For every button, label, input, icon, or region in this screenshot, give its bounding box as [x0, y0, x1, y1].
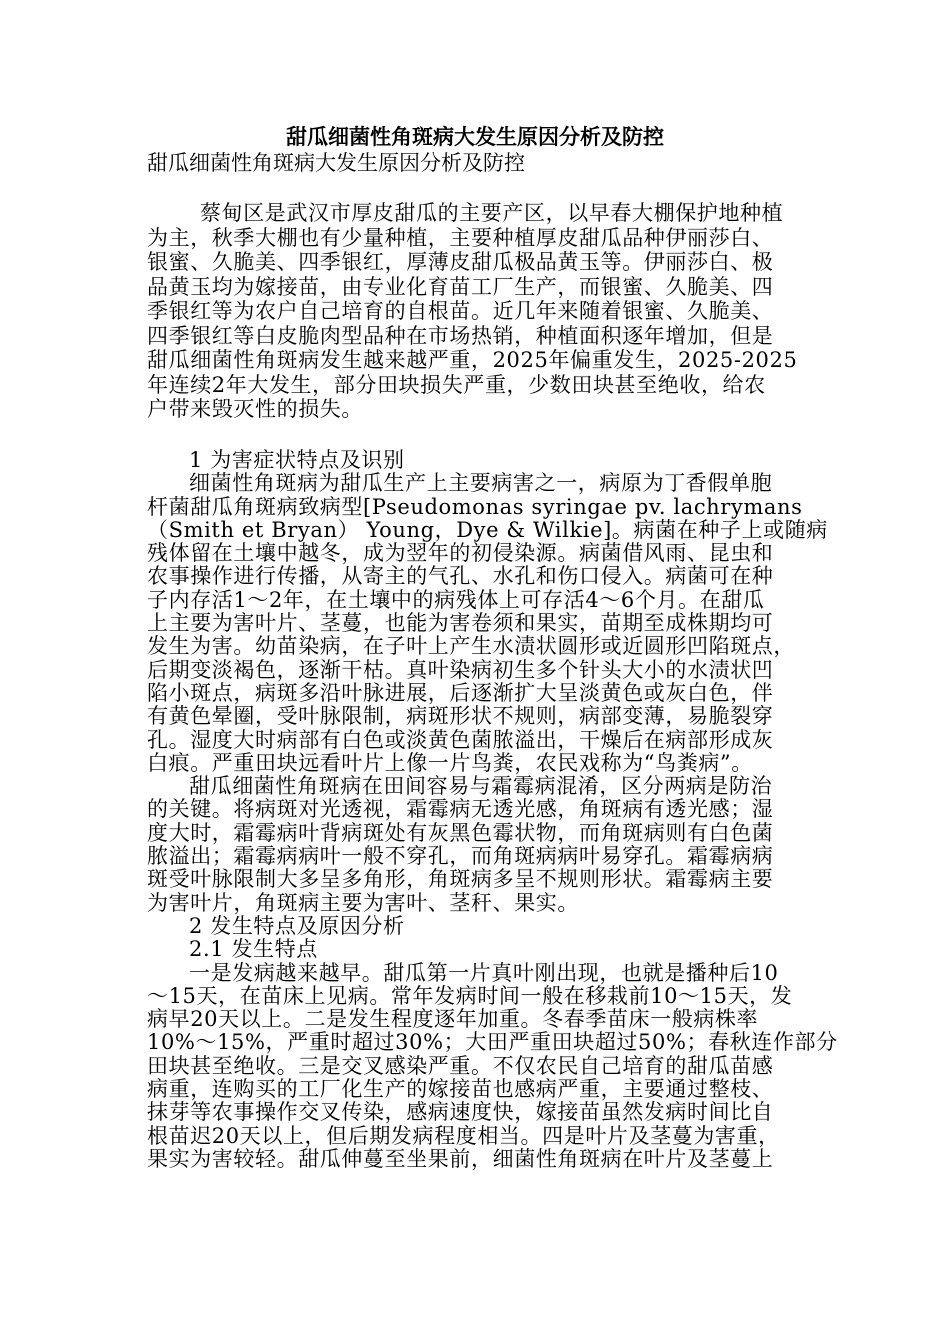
text-line: 田块甚至绝收。三是交叉感染严重。不仅农民自己培育的甜瓜苗感	[147, 1053, 774, 1078]
text-line: 孔。湿度大时病部有白色或淡黄色菌脓溢出，干燥后在病部形成灰	[147, 727, 774, 752]
text-line: 农事操作进行传播，从寄主的气孔、水孔和伤口侵入。病菌可在种	[147, 564, 774, 589]
text-line: 上主要为害叶片、茎蔓，也能为害卷须和果实，苗期至成株期均可	[147, 611, 774, 636]
document-subtitle: 甜瓜细菌性角斑病大发生原因分析及防控	[147, 151, 525, 175]
section-heading: 2 发生特点及原因分析	[189, 913, 405, 938]
text-line: 为害叶片，角斑病主要为害叶、茎秆、果实。	[147, 890, 579, 915]
text-line: 度大时，霜霉病叶背病斑处有灰黑色霉状物，而角斑病则有白色菌	[147, 820, 774, 845]
text-line: 子内存活1～2年，在土壤中的病残体上可存活4～6个月。在甜瓜	[147, 587, 765, 612]
text-line: 脓溢出；霜霉病病叶一般不穿孔，而角斑病病叶易穿孔。霜霉病病	[147, 844, 774, 869]
text-line: 果实为害较轻。甜瓜伸蔓至坐果前，细菌性角斑病在叶片及茎蔓上	[147, 1146, 774, 1171]
text-line: 户带来毁灭性的损失。	[147, 397, 363, 421]
text-line: 根苗迟20天以上，但后期发病程度相当。四是叶片及茎蔓为害重，	[147, 1123, 780, 1148]
text-line: 陷小斑点，病斑多沿叶脉进展，后逐渐扩大呈淡黄色或灰白色，伴	[147, 680, 774, 705]
text-line: 的关键。将病斑对光透视，霜霉病无透光感，角斑病有透光感；湿	[147, 797, 774, 822]
text-line: 抹芽等农事操作交叉传染，感病速度快，嫁接苗虽然发病时间比自	[147, 1100, 774, 1125]
text-line: 斑受叶脉限制大多呈多角形，角斑病多呈不规则形状。霜霉病主要	[147, 867, 774, 892]
section-heading: 1 为害症状特点及识别	[189, 448, 405, 472]
text-line: 品黄玉均为嫁接苗，由专业化育苗工厂生产，而银蜜、久脆美、四	[147, 274, 774, 299]
text-line: 甜瓜细菌性角斑病发生越来越严重，2025年偏重发生，2025-2025	[147, 348, 798, 372]
text-line: 四季银红等白皮脆肉型品种在市场热销，种植面积逐年增加，但是	[147, 323, 774, 348]
text-line: 杆菌甜瓜角斑病致病型[Pseudomonas syringae pv. lachrymans	[147, 494, 803, 519]
text-line: 年连续2年大发生，部分田块损失严重，少数田块甚至绝收，给农	[147, 372, 766, 397]
text-line: 为主，秋季大棚也有少量种植，主要种植厚皮甜瓜品种伊丽莎白、	[147, 225, 774, 250]
text-line: 发生为害。幼苗染病，在子叶上产生水渍状圆形或近圆形凹陷斑点，	[147, 634, 795, 659]
text-line: 银蜜、久脆美、四季银红，厚薄皮甜瓜极品黄玉等。伊丽莎白、极	[147, 250, 774, 274]
text-line: 后期变淡褐色，逐渐干枯。真叶染病初生多个针头大小的水渍状凹	[147, 657, 774, 682]
text-line: 病重，连购买的工厂化生产的嫁接苗也感病严重，主要通过整枝、	[147, 1077, 774, 1102]
text-line: 病早20天以上。二是发生程度逐年加重。冬春季苗床一般病株率	[147, 1007, 759, 1032]
text-line: 有黄色晕圈，受叶脉限制，病斑形状不规则，病部变薄，易脆裂穿	[147, 704, 774, 729]
text-line: 细菌性角斑病为甜瓜生产上主要病害之一，病原为丁香假单胞	[189, 471, 773, 496]
section-heading: 10%～15%，严重时超过30%；大田严重田块超过50%；春秋连作部分	[147, 1030, 838, 1055]
text-line: 一是发病越来越早。甜瓜第一片真叶刚出现，也就是播种后10	[189, 960, 779, 985]
text-line: 季银红等为农户自己培育的自根苗。近几年来随着银蜜、久脆美、	[147, 299, 774, 323]
text-line: 白痕。严重田块远看叶片上像一片鸟粪，农民戏称为“鸟粪病”。	[147, 750, 753, 775]
body-text	[147, 448, 838, 1171]
intro-paragraph	[147, 201, 817, 422]
document-title: 甜瓜细菌性角斑病大发生原因分析及防控	[286, 124, 664, 149]
text-line: 蔡甸区是武汉市厚皮甜瓜的主要产区，以早春大棚保护地种植	[200, 201, 784, 225]
text-line: ～15天，在苗床上见病。常年发病时间一般在移栽前10～15天，发	[147, 983, 793, 1008]
section-heading: 2.1 发生特点	[189, 937, 318, 962]
text-line: 残体留在土壤中越冬，成为翌年的初侵染源。病菌借风雨、昆虫和	[147, 541, 774, 566]
text-line: 甜瓜细菌性角斑病在田间容易与霜霉病混淆，区分两病是防治	[189, 774, 773, 799]
text-line: （Smith et Bryan） Young，Dye & Wilkie]。病菌在种子上或随病	[147, 517, 828, 542]
